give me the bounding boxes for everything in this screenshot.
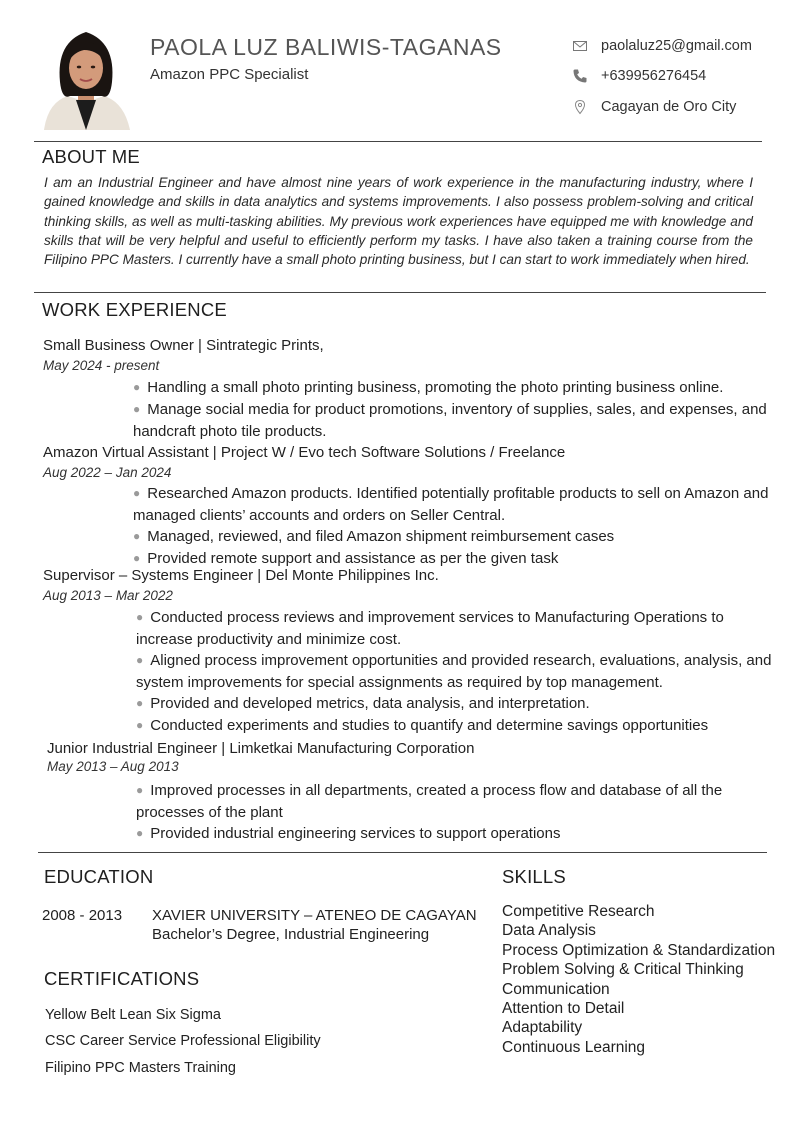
bullet-dot-icon: ● xyxy=(133,380,141,394)
envelope-icon xyxy=(572,38,590,54)
job-title: Small Business Owner | Sintrategic Prints, xyxy=(43,337,324,354)
bullet-dot-icon: ● xyxy=(133,402,141,416)
bullet-dot-icon: ● xyxy=(136,653,144,667)
bullet-item: ● Handling a small photo printing business, promoting the photo printing business online. xyxy=(133,379,724,396)
job-date: May 2024 - present xyxy=(43,358,160,373)
bullet-item: ● Conducted experiments and studies to quantify and determine savings opportunities xyxy=(136,717,709,734)
job-date: Aug 2022 – Jan 2024 xyxy=(43,465,172,480)
about-title: ABOUT ME xyxy=(42,146,140,167)
contact-phone[interactable] xyxy=(572,68,706,84)
skill-item: Process Optimization & Standardization xyxy=(502,941,776,959)
map-pin-icon xyxy=(572,99,590,115)
skill-item: Communication xyxy=(502,980,610,998)
contact-email[interactable] xyxy=(572,38,752,54)
bullet-dot-icon: ● xyxy=(136,783,144,797)
skill-item: Data Analysis xyxy=(502,922,596,940)
education-title: EDUCATION xyxy=(44,866,154,887)
bullet-item: ● Managed, reviewed, and filed Amazon shipment reimbursement cases xyxy=(133,528,615,545)
bullet-item: ● Provided and developed metrics, data analysis, and interpretation. xyxy=(136,695,590,712)
bullet-item: ● Researched Amazon products. Identified potentially profitable products to sell on Amazon and managed clients’ accounts and orders on Seller Central. xyxy=(133,485,769,524)
job-date: Aug 2013 – Mar 2022 xyxy=(43,588,173,603)
phone-text: +639956276454 xyxy=(601,68,707,84)
job-role: Amazon PPC Specialist xyxy=(150,66,309,83)
skill-item: Attention to Detail xyxy=(502,1000,625,1018)
profile-photo xyxy=(38,22,134,130)
job-bullets xyxy=(136,780,772,845)
certifications-title: CERTIFICATIONS xyxy=(44,968,200,989)
bullet-dot-icon: ● xyxy=(133,551,141,565)
bullet-dot-icon: ● xyxy=(136,826,144,840)
certification-item: Filipino PPC Masters Training xyxy=(45,1060,236,1076)
work-divider xyxy=(38,852,767,853)
bullet-item: ● Provided remote support and assistance as per the given task xyxy=(133,550,559,567)
job-date: May 2013 – Aug 2013 xyxy=(47,759,179,774)
bullet-item: ● Aligned process improvement opportunities and provided research, evaluations, analysis, and system improvements for special assignments as required by top management. xyxy=(136,652,772,691)
skill-item: Continuous Learning xyxy=(502,1038,646,1056)
skill-item: Problem Solving & Critical Thinking xyxy=(502,961,744,979)
bullet-item: ● Manage social media for product promotions, inventory of supplies, sales, and expenses, and handcraft photo tile products. xyxy=(133,401,767,440)
education-years: 2008 - 2013 xyxy=(42,907,123,924)
job-title: Supervisor – Systems Engineer | Del Monte Philippines Inc. xyxy=(43,567,439,584)
location-text: Cagayan de Oro City xyxy=(601,99,737,115)
header-divider xyxy=(34,141,762,142)
bullet-item: ● Improved processes in all departments, created a process flow and database of all the processes of the plant xyxy=(136,782,723,821)
contact-location xyxy=(572,99,736,115)
bullet-item: ● Provided industrial engineering services to support operations xyxy=(136,825,561,842)
job-bullets xyxy=(136,607,782,737)
work-title: WORK EXPERIENCE xyxy=(42,299,227,320)
job-bullets xyxy=(133,483,785,570)
about-text: I am an Industrial Engineer and have almost nine years of work experience in the manufacturing industry, where I gained knowledge and skills in data analytics and systems improvements. I also possess problem-solving and critical thinking skills, as well as multi-tasking abilities. My previous work experiences have equipped me with knowledge and skills that will be very helpful and useful to efficiently perform my tasks. I have also taken a training course from the Filipino PPC Masters. I currently have a small photo printing business, but I can start to work immediately when hired. xyxy=(44,175,753,268)
job-title: Amazon Virtual Assistant | Project W / Evo tech Software Solutions / Freelance xyxy=(43,444,566,461)
education-school: XAVIER UNIVERSITY – ATENEO DE CAGAYAN xyxy=(152,907,477,924)
skills-list xyxy=(502,902,775,1057)
full-name: PAOLA LUZ BALIWIS-TAGANAS xyxy=(150,34,502,60)
skill-item: Competitive Research xyxy=(502,903,655,920)
bullet-dot-icon: ● xyxy=(136,718,144,732)
job-title: Junior Industrial Engineer | Limketkai Manufacturing Corporation xyxy=(47,740,475,757)
bullet-item: ● Conducted process reviews and improvement services to Manufacturing Operations to increase productivity and minimize cost. xyxy=(136,609,724,648)
bullet-dot-icon: ● xyxy=(133,529,141,543)
education-degree: Bachelor’s Degree, Industrial Engineering xyxy=(152,926,430,943)
certification-item: CSC Career Service Professional Eligibility xyxy=(45,1033,321,1049)
bullet-dot-icon: ● xyxy=(133,486,141,500)
bullet-dot-icon: ● xyxy=(136,610,144,624)
bullet-dot-icon: ● xyxy=(136,696,144,710)
job-bullets xyxy=(133,377,783,442)
skill-item: Adaptability xyxy=(502,1019,583,1037)
skills-title: SKILLS xyxy=(502,866,566,887)
phone-icon xyxy=(572,68,590,84)
certification-item: Yellow Belt Lean Six Sigma xyxy=(45,1007,221,1023)
about-divider xyxy=(34,292,766,293)
email-text: paolaluz25@gmail.com xyxy=(601,38,752,54)
